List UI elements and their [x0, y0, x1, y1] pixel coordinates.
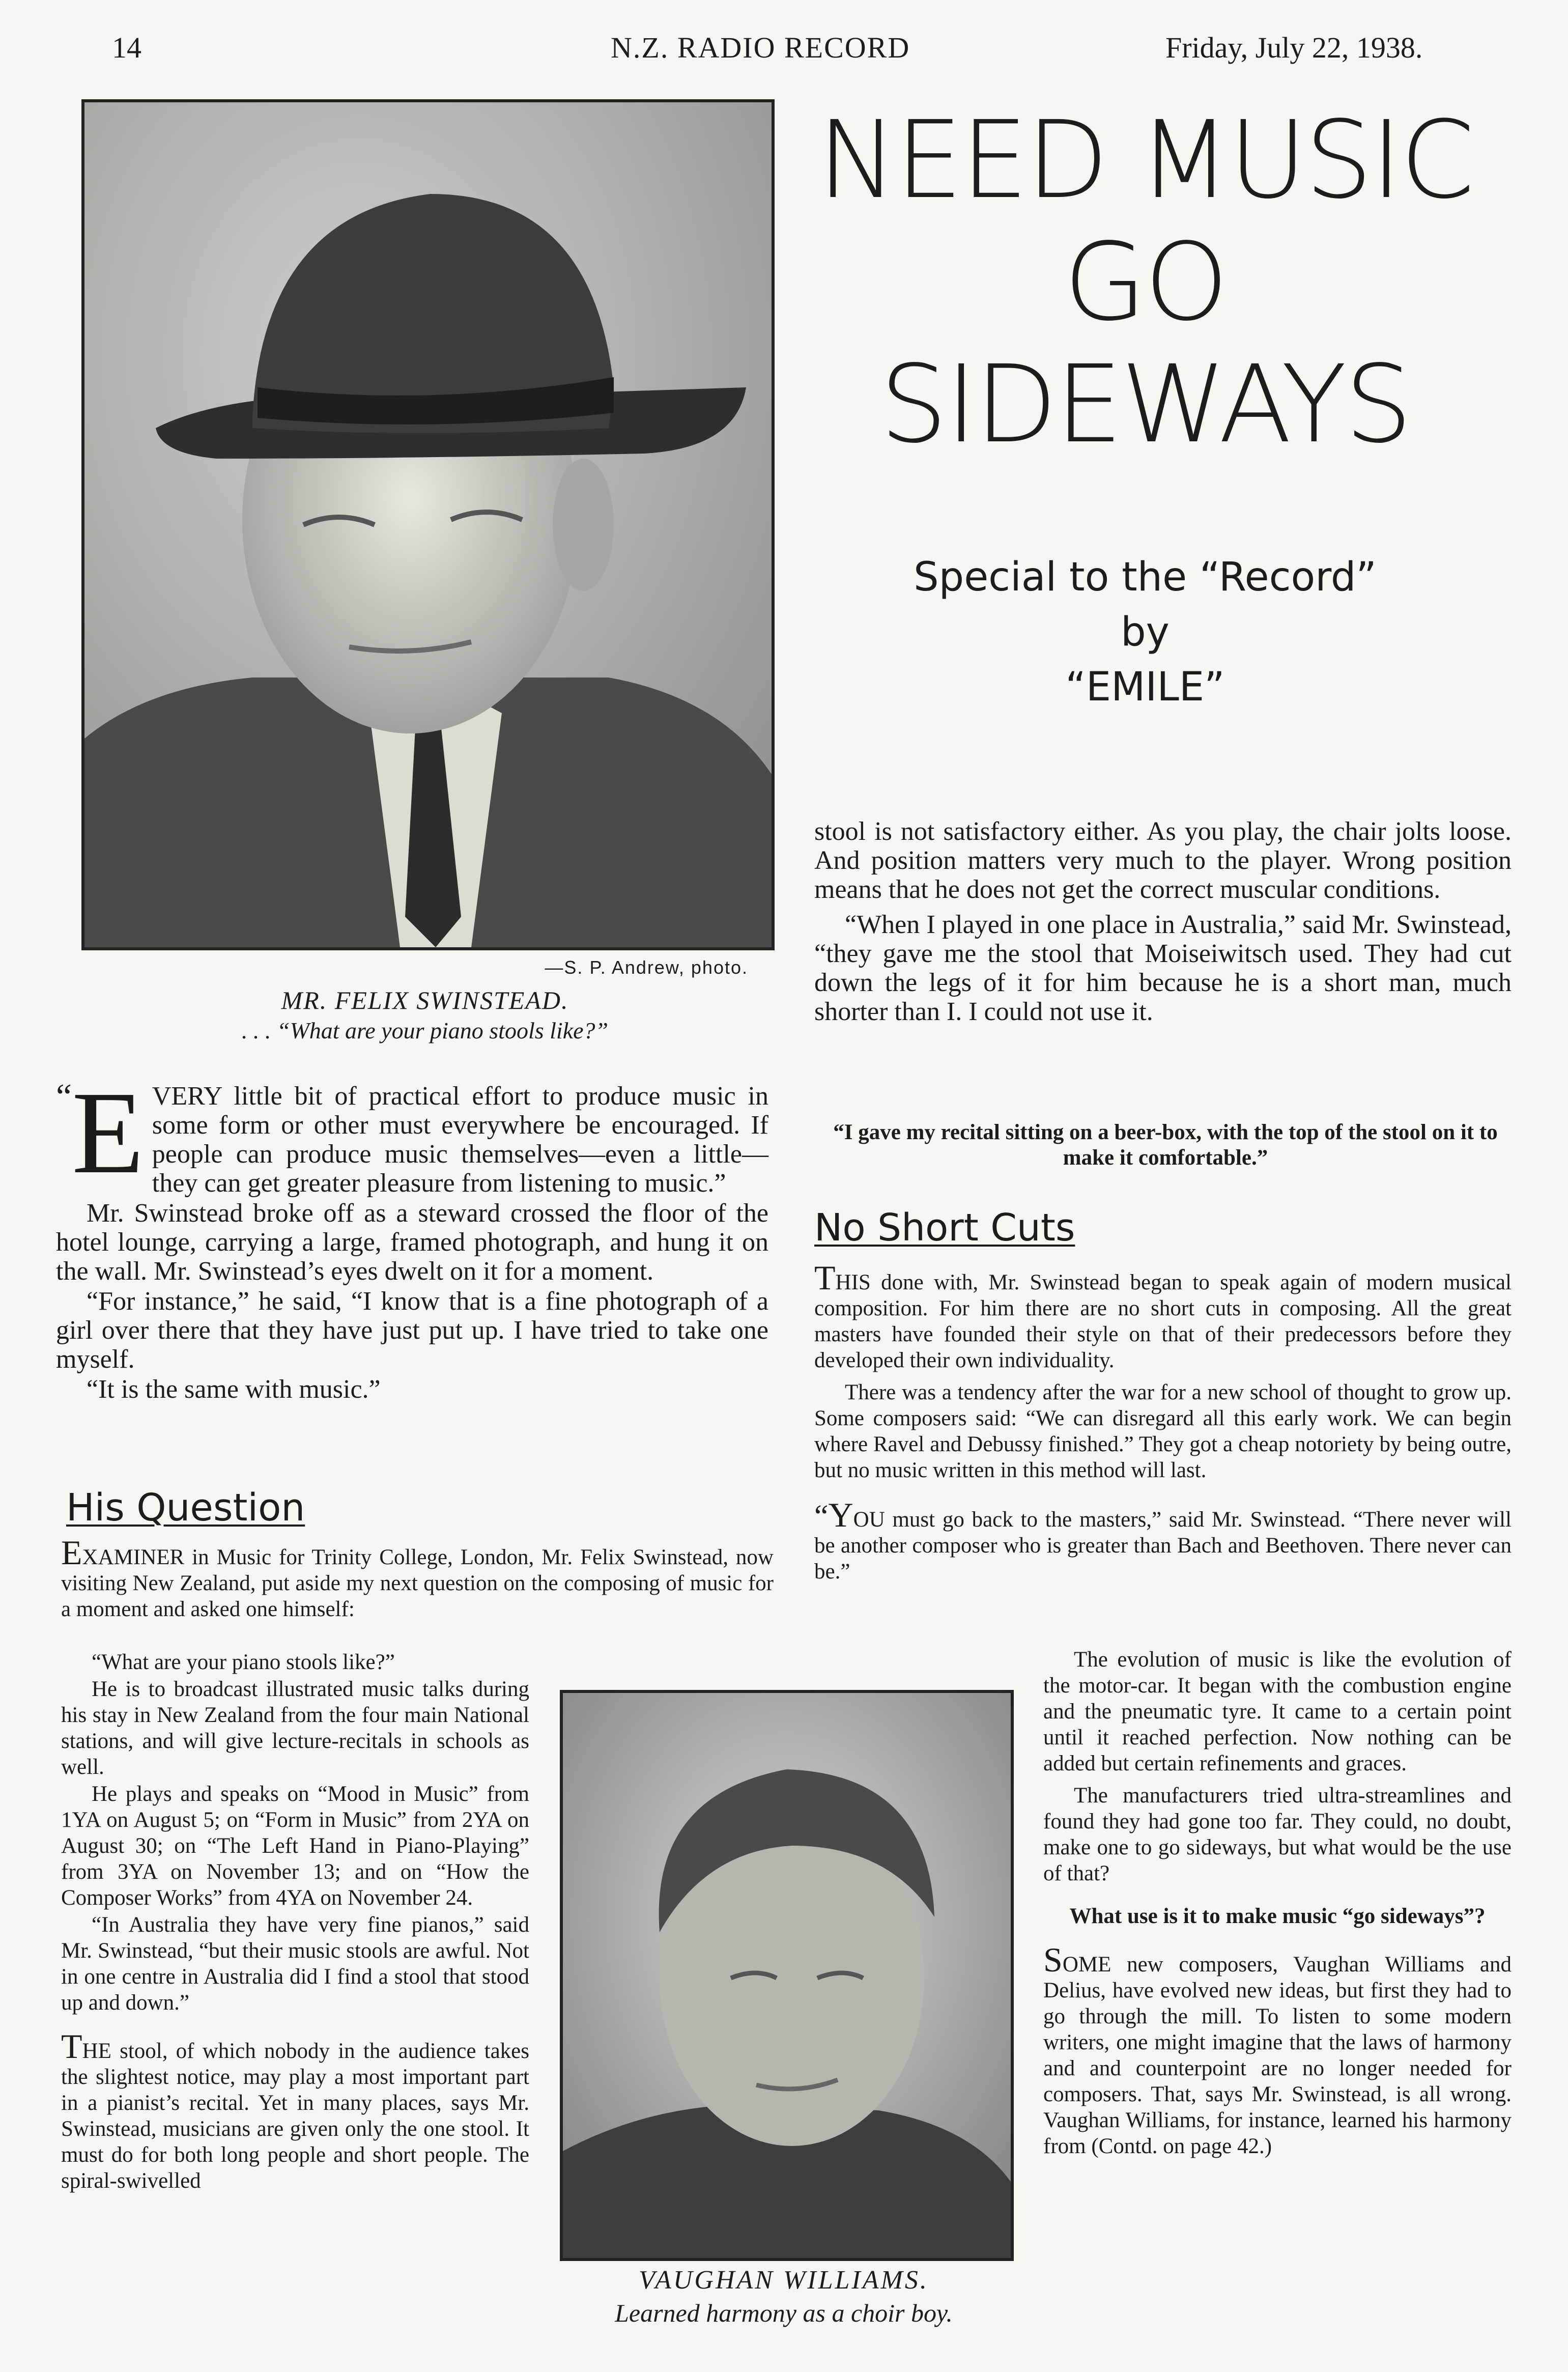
col2-pull-quote: “I gave my recital sitting on a beer-box, with the top of the stool on it to make it comfortable.” — [833, 1120, 1498, 1170]
headline-line-2: GO — [1063, 220, 1227, 345]
intro-paragraph-2: Mr. Swinstead broke off as a steward crossed the floor of the hotel lounge, carrying a large, framed photograph, and hung it on the wall. Mr. Swinstead’s eyes dwelt on it for a moment. — [56, 1199, 768, 1286]
col2-paragraph-1: stool is not satisfactory either. As you play, the chair jolts loose. And position matters very much to the player. Wrong position means that he does not get the correct muscular conditions. — [814, 817, 1512, 904]
intro-paragraph-1: VERY little bit of practical effort to produce music in some form or other must everywhere be encouraged. If people can produce music themselves—even a little—they can get greater pleasure from listening to music.” — [152, 1082, 768, 1198]
photo2-subcaption: Learned harmony as a choir boy. — [615, 2299, 953, 2327]
intro-dropcap: E — [72, 1067, 144, 1198]
no-short-cuts-paragraph-1: HIS done with, Mr. Swinstead began to speak again of modern musical composition. For him there are no short cuts in composing. All the great masters have founded their style on that of their predecessors before they developed their own individuality. — [814, 1270, 1512, 1372]
intro-paragraph-3: “For instance,” he said, “I know that is a fine photograph of a girl over there that they have just put up. I have tried to take one myself. — [56, 1287, 768, 1374]
his-question-dropcap-2: T — [61, 2027, 82, 2066]
page-number: 14 — [112, 31, 141, 64]
no-short-cuts-dropcap-2: Y — [828, 1495, 853, 1534]
no-short-cuts-paragraph-6: OME new composers, Vaughan Williams and Delius, have evolved new ideas, but first they had to go through the mill. To listen to some modern writers, one might imagine that the laws of harmony and and counterpoint are no longer needed for composers. That, says Mr. Swinstead, is all wrong. Vaughan Williams, for instance, learned his harmony from (Contd. on page 42.) — [1043, 1953, 1512, 2158]
headline-line-1: NEED MUSIC — [817, 98, 1473, 222]
no-short-cuts-dropcap-3: S — [1043, 1940, 1063, 1979]
his-question-heading: His Question — [66, 1486, 305, 1530]
no-short-cuts-paragraph-2: There was a tendency after the war for a new school of thought to grow up. Some composers said: “We can disregard all this early work. We can begin where Ravel and Debussy finished.” They got a cheap notoriety by being outre, but no music written in this method will last. — [814, 1380, 1512, 1482]
vaughan-williams-photo — [560, 1690, 1014, 2261]
intro-quote-mark: “ — [56, 1077, 72, 1116]
no-short-cuts-pull-quote: What use is it to make music “go sideways”? — [1069, 1904, 1486, 1928]
special-to-record: Special to the “Record” — [914, 554, 1377, 600]
no-short-cuts-heading: No Short Cuts — [814, 1206, 1075, 1250]
no-short-cuts-paragraph-5: The manufacturers tried ultra-streamlines and found they had gone too far. They could, no doubt, make one to go sideways, but what would be the use of that? — [1043, 1784, 1512, 1885]
his-question-paragraph-2: “What are your piano stools like?” — [92, 1650, 395, 1674]
issue-date: Friday, July 22, 1938. — [1165, 31, 1423, 64]
byline-author: “EMILE” — [1065, 664, 1225, 710]
photo2-caption-name: VAUGHAN WILLIAMS. — [639, 2266, 929, 2295]
his-question-paragraph-6: HE stool, of which nobody in the audience takes the slightest notice, may play a most important part in a pianist’s recital. Yet in many places, says Mr. Swinstead, musicians are given only the one stool. It must do for both long people and short people. The spiral-swivelled — [61, 2039, 529, 2193]
headline-line-3: SIDEWAYS — [879, 342, 1411, 467]
no-short-cuts-dropcap: T — [814, 1258, 836, 1297]
his-question-paragraph-5: “In Australia they have very fine pianos,” said Mr. Swinstead, “but their music stools are awful. Not in one centre in Australia did I find a stool that stood up and down.” — [61, 1913, 529, 2015]
no-short-cuts-open-quote: “ — [814, 1499, 829, 1534]
col2-paragraph-2: “When I played in one place in Australia,” said Mr. Swinstead, “they gave me the stool that Moiseiwitsch used. They had cut down the legs of it for him because he is a short man, much shorter than I. I could not use it. — [814, 910, 1512, 1026]
no-short-cuts-paragraph-4: The evolution of music is like the evolution of the motor-car. It began with the combustion engine and the pneumatic tyre. It came to a certain point until it reached perfection. Now nothing can be added but certain refinements and graces. — [1043, 1648, 1512, 1775]
his-question-paragraph-4: He plays and speaks on “Mood in Music” from 1YA on August 5; on “Form in Music” from 2YA on August 30; on “The Left Hand in Piano-Playing” from 3YA on November 13; and on “How the Composer Works” from 4YA on November 24. — [61, 1782, 529, 1910]
publication-title: N.Z. RADIO RECORD — [611, 31, 910, 64]
intro-paragraph-4: “It is the same with music.” — [87, 1375, 381, 1404]
no-short-cuts-paragraph-3: OU must go back to the masters,” said Mr. Swinstead. “There never will be another composer who is greater than Bach and Beethoven. There never can be.” — [814, 1508, 1512, 1584]
his-question-dropcap: E — [61, 1533, 82, 1572]
intro-section — [56, 1067, 768, 1405]
photo-caption-quote: . . . “What are your piano stools like?” — [241, 1018, 609, 1043]
his-question-paragraph-1: XAMINER in Music for Trinity College, London, Mr. Felix Swinstead, now visiting New Zealand, put aside my next question on the composing of music for a moment and asked one himself: — [61, 1545, 774, 1621]
felix-swinstead-photo — [81, 99, 775, 950]
his-question-paragraph-3: He is to broadcast illustrated music talks during his stay in New Zealand from the four main National stations, and will give lecture-recitals in schools as well. — [61, 1677, 529, 1779]
byline-by: by — [1121, 609, 1170, 655]
photo-caption-name: MR. FELIX SWINSTEAD. — [281, 986, 569, 1014]
photo-credit: —S. P. Andrew, photo. — [545, 957, 748, 978]
